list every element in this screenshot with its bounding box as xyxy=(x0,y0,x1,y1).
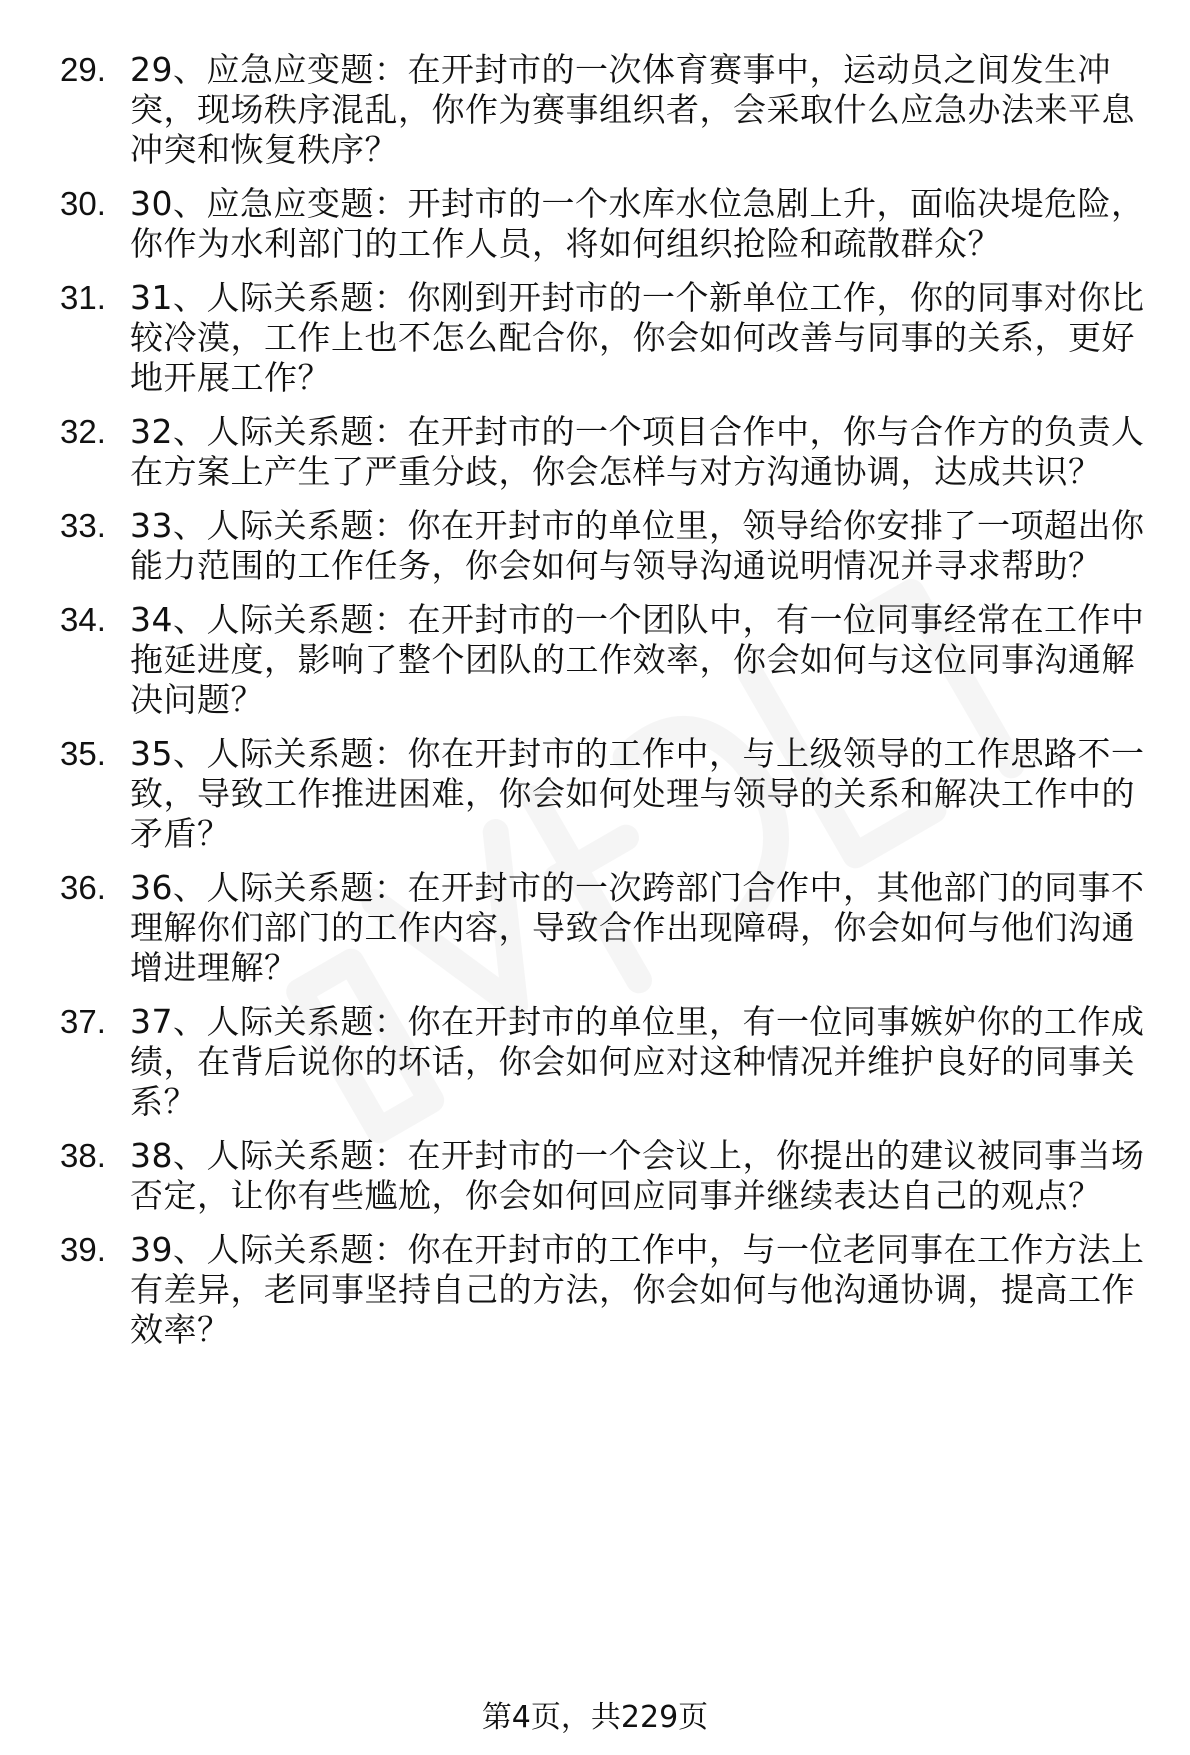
question-item xyxy=(60,184,1150,264)
question-number: 39. xyxy=(60,1231,106,1268)
question-item xyxy=(60,278,1150,398)
question-text: 34、人际关系题：在开封市的一个团队中，有一位同事经常在工作中拖延进度，影响了整个团队的工作效率，你会如何与这位同事沟通解决问题？ xyxy=(130,600,1145,719)
page-footer xyxy=(0,1700,1190,1736)
question-item xyxy=(60,412,1150,492)
question-text: 32、人际关系题：在开封市的一个项目合作中，你与合作方的负责人在方案上产生了严重分歧，你会怎样与对方沟通协调，达成共识？ xyxy=(130,412,1145,491)
question-item xyxy=(60,1136,1150,1216)
question-text: 33、人际关系题：你在开封市的单位里，领导给你安排了一项超出你能力范围的工作任务，你会如何与领导沟通说明情况并寻求帮助？ xyxy=(130,506,1145,585)
question-number: 36. xyxy=(60,869,106,906)
question-text: 36、人际关系题：在开封市的一次跨部门合作中，其他部门的同事不理解你们部门的工作内容，导致合作出现障碍，你会如何与他们沟通增进理解？ xyxy=(130,868,1145,987)
question-item xyxy=(60,50,1150,170)
question-text: 31、人际关系题：你刚到开封市的一个新单位工作，你的同事对你比较冷漠，工作上也不怎么配合你，你会如何改善与同事的关系，更好地开展工作？ xyxy=(130,278,1145,397)
question-number: 34. xyxy=(60,601,106,638)
question-number: 31. xyxy=(60,279,106,316)
question-item xyxy=(60,1002,1150,1122)
question-list xyxy=(60,50,1150,1364)
question-item xyxy=(60,506,1150,586)
page-number-label: 第4页，共229页 xyxy=(481,1700,709,1735)
question-number: 30. xyxy=(60,185,106,222)
question-text: 37、人际关系题：你在开封市的单位里，有一位同事嫉妒你的工作成绩，在背后说你的坏话，你会如何应对这种情况并维护良好的同事关系？ xyxy=(130,1002,1145,1121)
question-text: 29、应急应变题：在开封市的一次体育赛事中，运动员之间发生冲突，现场秩序混乱，你作为赛事组织者，会采取什么应急办法来平息冲突和恢复秩序？ xyxy=(130,50,1135,169)
question-text: 30、应急应变题：开封市的一个水库水位急剧上升，面临决堤危险，你作为水利部门的工作人员，将如何组织抢险和疏散群众？ xyxy=(130,184,1145,263)
question-item xyxy=(60,734,1150,854)
question-item xyxy=(60,600,1150,720)
question-number: 29. xyxy=(60,51,106,88)
question-number: 33. xyxy=(60,507,106,544)
question-item xyxy=(60,1230,1150,1350)
question-item xyxy=(60,868,1150,988)
question-number: 32. xyxy=(60,413,106,450)
question-number: 38. xyxy=(60,1137,106,1174)
question-number: 37. xyxy=(60,1003,106,1040)
question-text: 39、人际关系题：你在开封市的工作中，与一位老同事在工作方法上有差异，老同事坚持自己的方法，你会如何与他沟通协调，提高工作效率？ xyxy=(130,1230,1145,1349)
question-text: 38、人际关系题：在开封市的一个会议上，你提出的建议被同事当场否定，让你有些尴尬，你会如何回应同事并继续表达自己的观点？ xyxy=(130,1136,1145,1215)
question-number: 35. xyxy=(60,735,106,772)
question-text: 35、人际关系题：你在开封市的工作中，与上级领导的工作思路不一致，导致工作推进困难，你会如何处理与领导的关系和解决工作中的矛盾？ xyxy=(130,734,1145,853)
